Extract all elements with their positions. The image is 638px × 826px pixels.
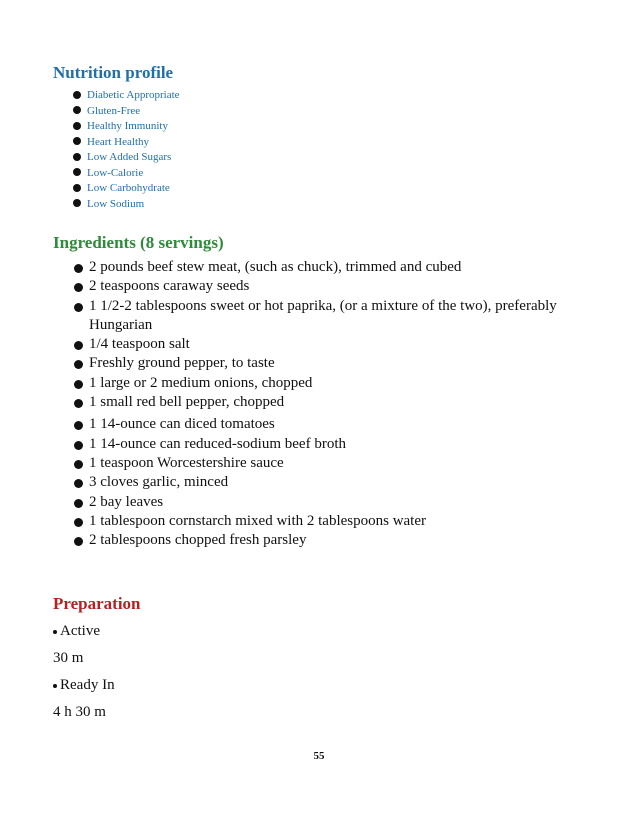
ingredient-text: 1 14-ounce can diced tomatoes xyxy=(89,416,275,433)
bullet-icon xyxy=(74,441,83,450)
nutrition-item-label: Low-Calorie xyxy=(87,166,144,179)
nutrition-profile-heading: Nutrition profile xyxy=(53,63,174,82)
bullet-icon xyxy=(73,168,81,176)
bullet-icon xyxy=(74,303,83,312)
list-item xyxy=(74,354,594,373)
bullet-icon xyxy=(73,91,81,99)
bullet-icon xyxy=(73,106,81,114)
preparation-heading: Preparation xyxy=(53,594,141,613)
bullet-icon xyxy=(74,380,83,389)
bullet-icon xyxy=(53,684,57,688)
bullet-icon xyxy=(74,460,83,469)
bullet-icon xyxy=(73,184,81,192)
list-item xyxy=(74,531,594,550)
ingredient-text: 1 tablespoon cornstarch mixed with 2 tablespoons water xyxy=(89,512,427,529)
list-item xyxy=(73,181,180,197)
nutrition-item-label: Heart Healthy xyxy=(87,135,149,148)
list-item xyxy=(74,258,594,277)
active-time-value: 30 m xyxy=(53,650,84,666)
ingredient-text: 1/4 teaspoon salt xyxy=(89,336,190,353)
bullet-icon xyxy=(74,421,83,430)
ingredients-list xyxy=(74,258,594,550)
nutrition-item-label: Low Added Sugars xyxy=(87,151,172,163)
bullet-icon xyxy=(73,153,81,161)
list-item xyxy=(73,104,180,120)
ingredient-text: Freshly ground pepper, to taste xyxy=(89,355,275,372)
list-item xyxy=(74,393,594,412)
list-item xyxy=(74,277,594,296)
list-item xyxy=(74,454,594,473)
list-item xyxy=(73,88,180,104)
ready-in-label xyxy=(53,676,115,694)
nutrition-item-label: Low Carbohydrate xyxy=(87,182,170,194)
list-item xyxy=(73,150,180,166)
ingredient-text: 2 bay leaves xyxy=(89,493,164,510)
list-item xyxy=(73,119,180,135)
ready-in-value: 4 h 30 m xyxy=(53,704,106,720)
ingredients-heading: Ingredients (8 servings) xyxy=(53,233,224,252)
nutrition-item-label: Healthy Immunity xyxy=(87,120,168,132)
list-item xyxy=(74,415,594,434)
ingredient-text: 1 14-ounce can reduced-sodium beef broth xyxy=(89,435,346,452)
bullet-icon xyxy=(74,341,83,350)
nutrition-profile-list xyxy=(73,88,180,212)
ingredient-text: 1 small red bell pepper, chopped xyxy=(89,394,285,411)
nutrition-item-label: Low Sodium xyxy=(87,197,145,210)
bullet-icon xyxy=(74,360,83,369)
ingredient-text: 3 cloves garlic, minced xyxy=(89,474,229,491)
ingredient-text: 2 pounds beef stew meat, (such as chuck), trimmed and cubed xyxy=(89,259,462,275)
list-item xyxy=(73,197,180,213)
ingredient-text: 2 tablespoons chopped fresh parsley xyxy=(89,532,307,549)
bullet-icon xyxy=(74,399,83,408)
bullet-icon xyxy=(73,199,81,207)
bullet-icon xyxy=(74,283,83,292)
page-number: 55 xyxy=(313,750,325,762)
ingredient-text: 2 teaspoons caraway seeds xyxy=(89,278,250,295)
ready-label-text: Ready In xyxy=(60,677,115,693)
ingredient-text: 1 teaspoon Worcestershire sauce xyxy=(89,454,284,471)
list-item xyxy=(74,435,594,454)
list-item xyxy=(73,166,180,182)
bullet-icon xyxy=(74,264,83,273)
bullet-icon xyxy=(73,137,81,145)
list-item xyxy=(73,135,180,151)
bullet-icon xyxy=(74,537,83,546)
active-label-text: Active xyxy=(60,623,100,639)
list-item xyxy=(74,297,594,336)
nutrition-item-label: Diabetic Appropriate xyxy=(87,89,180,101)
active-time-label xyxy=(53,622,100,640)
list-item xyxy=(74,473,594,492)
ingredient-text: 1 1/2-2 tablespoons sweet or hot paprika, (or a mixture of the two), preferably Hungarian xyxy=(89,297,557,333)
list-item xyxy=(74,374,594,393)
list-item xyxy=(74,512,594,531)
ingredient-text: 1 large or 2 medium onions, chopped xyxy=(89,374,313,391)
list-item xyxy=(74,493,594,512)
bullet-icon xyxy=(74,479,83,488)
list-item xyxy=(74,335,594,354)
bullet-icon xyxy=(74,499,83,508)
bullet-icon xyxy=(73,122,81,130)
nutrition-item-label: Gluten-Free xyxy=(87,104,141,117)
bullet-icon xyxy=(53,630,57,634)
bullet-icon xyxy=(74,518,83,527)
